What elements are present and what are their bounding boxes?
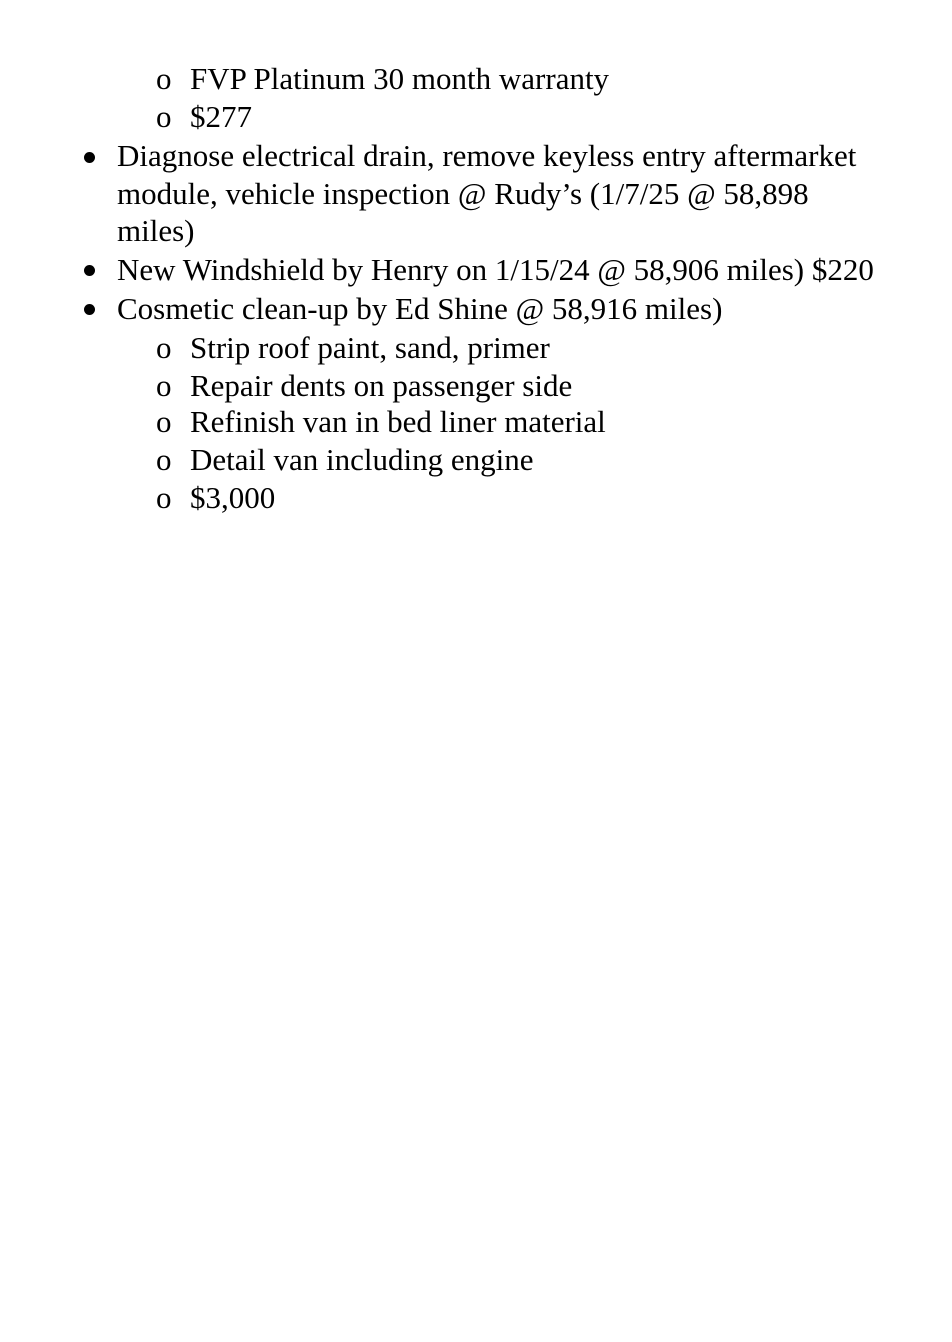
cosmetic-subitem: Strip roof paint, sand, primer (190, 330, 550, 365)
bullet-dot-icon (84, 265, 95, 276)
windshield-item: New Windshield by Henry on 1/15/24 @ 58,906 miles) $220 (117, 252, 874, 287)
cosmetic-price-subitem: $3,000 (190, 480, 276, 515)
sub-bullet-marker: o (156, 99, 172, 134)
electrical-item-line-2: module, vehicle inspection @ Rudy’s (1/7/25 @ 58,898 (117, 176, 809, 211)
bullet-dot-icon (84, 304, 95, 315)
electrical-item-line-3: miles) (117, 213, 195, 248)
sub-bullet-marker: o (156, 480, 172, 515)
cosmetic-subitem: Refinish van in bed liner material (190, 404, 606, 439)
sub-bullet-marker: o (156, 330, 172, 365)
sub-bullet-marker: o (156, 404, 172, 439)
warranty-price-subitem: $277 (190, 99, 252, 134)
cosmetic-subitem: Repair dents on passenger side (190, 368, 573, 403)
bullet-dot-icon (84, 152, 95, 163)
cosmetic-item: Cosmetic clean-up by Ed Shine @ 58,916 miles) (117, 291, 723, 326)
electrical-item-line-1: Diagnose electrical drain, remove keyless entry aftermarket (117, 138, 857, 173)
sub-bullet-marker: o (156, 368, 172, 403)
sub-bullet-marker: o (156, 442, 172, 477)
warranty-subitem: FVP Platinum 30 month warranty (190, 61, 610, 96)
cosmetic-subitem: Detail van including engine (190, 442, 534, 477)
sub-bullet-marker: o (156, 61, 172, 96)
